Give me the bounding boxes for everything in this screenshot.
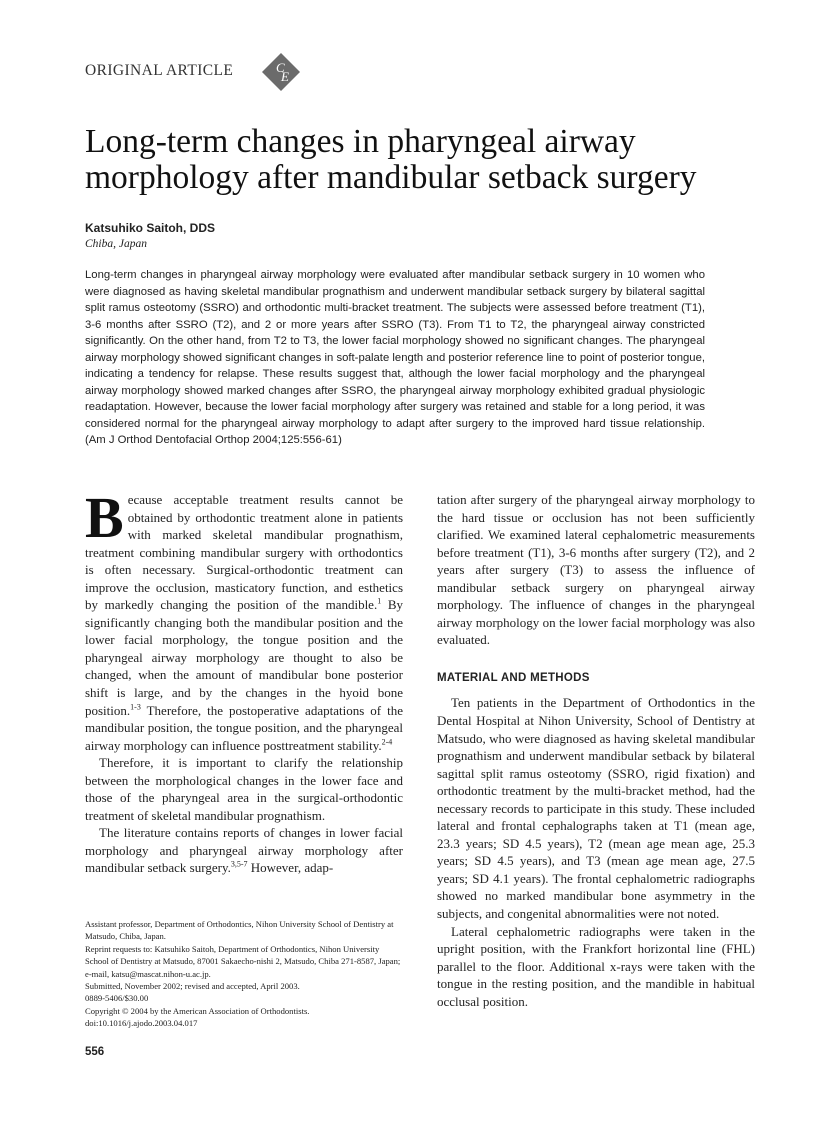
p1-part1: ecause acceptable treatment results cannot be obtained by orthodontic treatment alone in patients with marked skeletal mandibular prognathism, treatment combining mandibular surgery with orthodontics is often necessary. Surgical-orthodontic treatment can improve the occlusion, masticatory function, and esthetics by markedly changing the position of the mandible. bbox=[85, 492, 403, 613]
ce-badge-letter-e: E bbox=[281, 69, 289, 84]
footnotes bbox=[85, 918, 403, 1030]
ce-badge-icon bbox=[261, 52, 301, 92]
abstract: Long-term changes in pharyngeal airway morphology were evaluated after mandibular setback surgery in 10 women who were diagnosed as having skeletal mandibular prognathism and underwent mandibular setback surgery by bilateral sagittal split ramus osteotomy (SSRO) and orthodontic multi-bracket treatment. The subjects were assessed before treatment (T1), 3-6 months after SSRO (T2), and 2 or more years after SSRO (T3). From T1 to T2, the pharyngeal airway constricted significantly. On the other hand, from T2 to T3, the lower facial morphology showed no significant changes. The pharyngeal airway morphology showed significant changes in soft-palate length and posterior reference line to point of posterior tongue, indicating a tendency for relapse. These results suggest that, although the lower facial morphology and the pharyngeal airway morphology showed marked changes after SSRO, the pharyngeal airway morphology exhibited gradual physiologic readaptation. However, because the lower facial morphology after surgery was retained and stable for a long period, it was considered normal for the pharyngeal airway morphology to adapt after surgery to the improved hard tissue relationship. (Am J Orthod Dentofacial Orthop 2004;125:556-61) bbox=[85, 269, 705, 447]
drop-cap: B bbox=[85, 485, 124, 550]
p1-part2: By significantly changing both the mandibular position and the lower facial morphology, the tongue position and the pharyngeal airway morphology are thought to also be changed, when the amount of mandibular bone posterior shift is large, and by the changes in the hyoid bone position. bbox=[85, 597, 404, 718]
footnote-reprint: Reprint requests to: Katsuhiko Saitoh, Department of Orthodontics, Nihon University School of Dentistry at Matsudo, 87001 Sakaecho-nishi 2, Matsudo, Chiba 271-8587, Japan; e-mail, katsu@mascat.nihon-u.ac.jp. bbox=[85, 943, 401, 979]
body-column-right bbox=[437, 491, 755, 1010]
intro-paragraph-3 bbox=[85, 824, 403, 877]
intro-paragraph-2: Therefore, it is important to clarify the relationship between the morphological changes in the lower face and those of the pharyngeal area in the surgical-orthodontic treatment of skeletal mandibular prognathism. bbox=[85, 755, 403, 823]
article-header bbox=[85, 52, 385, 92]
page-number: 556 bbox=[85, 1046, 105, 1058]
article-title: Long-term changes in pharyngeal airway morphology after mandibular setback surgery bbox=[85, 123, 697, 196]
intro-paragraph-1 bbox=[85, 485, 404, 754]
citation-ref: 3,5-7 bbox=[230, 860, 248, 870]
methods-paragraph-2: Lateral cephalometric radiographs were taken in the upright position, with the Frankfort horizontal line (FHL) parallel to the floor. Additional x-rays were taken with the tongue in the resting position, and the mandible in habitual occlusal position. bbox=[437, 923, 755, 1009]
methods-heading: MATERIAL AND METHODS bbox=[437, 671, 590, 684]
p1-part3: Therefore, the postoperative adaptations of the mandibular position, the tongue position, and the pharyngeal airway morphology can influence posttreatment stability. bbox=[85, 702, 403, 753]
intro-paragraph-3-continued: tation after surgery of the pharyngeal airway morphology to the hard tissue or occlusion has not been sufficiently clarified. We examined lateral cephalometric measurements before treatment (T1), 3-6 months after surgery (T2), and 2 years after surgery (T3) to assess the influence of mandibular setback surgery on pharyngeal airway morphology. The influence of changes in the pharyngeal airway morphology on the lower facial morphology was also evaluated. bbox=[437, 492, 755, 648]
p3-part2: However, adap- bbox=[247, 860, 334, 876]
footnote-doi: doi:10.1016/j.ajodo.2003.04.017 bbox=[85, 1018, 198, 1029]
methods-paragraph-1: Ten patients in the Department of Orthodontics in the Dental Hospital at Nihon University, School of Dentistry at Matsudo, who were diagnosed as having skeletal mandibular prognathism and underwent mandibular setback by bilateral sagittal split ramus osteotomy (SSRO, rigid fixation) and orthodontic treatment by the multi-bracket method, had the necessary records to participate in this study. These included lateral and frontal cephalographs taken at T1 (mean age, 23.3 years; SD 4.5 years), T2 (mean age mean age, 25.3 years; SD 4.5 years), and T3 (mean age mean age, 27.5 years; SD 4.1 years). The frontal cephalometric radiographs showed no marked mandibular bone asymmetry in the subjects, and congenital abnormalities were not noted. bbox=[437, 695, 755, 922]
citation-ref: 1-3 bbox=[130, 702, 141, 712]
footnote-issn: 0889-5406/$30.00 bbox=[85, 993, 149, 1004]
section-tag: ORIGINAL ARTICLE bbox=[85, 62, 234, 79]
author-name: Katsuhiko Saitoh, DDS bbox=[85, 221, 216, 235]
citation-ref: 1 bbox=[377, 596, 382, 606]
author-location: Chiba, Japan bbox=[85, 238, 147, 250]
citation-ref: 2-4 bbox=[381, 737, 393, 747]
footnote-copyright: Copyright © 2004 by the American Association of Orthodontists. bbox=[85, 1005, 310, 1016]
footnote-affiliation: Assistant professor, Department of Orthodontics, Nihon University School of Dentistry at Matsudo, Chiba, Japan. bbox=[85, 919, 394, 942]
ce-badge-letter-c: C bbox=[276, 60, 285, 75]
body-column-left bbox=[85, 485, 404, 877]
p3-part1: The literature contains reports of changes in lower facial morphology and pharyngeal airway morphology after mandibular setback surgery. bbox=[85, 825, 403, 876]
footnote-submitted: Submitted, November 2002; revised and accepted, April 2003. bbox=[85, 981, 300, 992]
